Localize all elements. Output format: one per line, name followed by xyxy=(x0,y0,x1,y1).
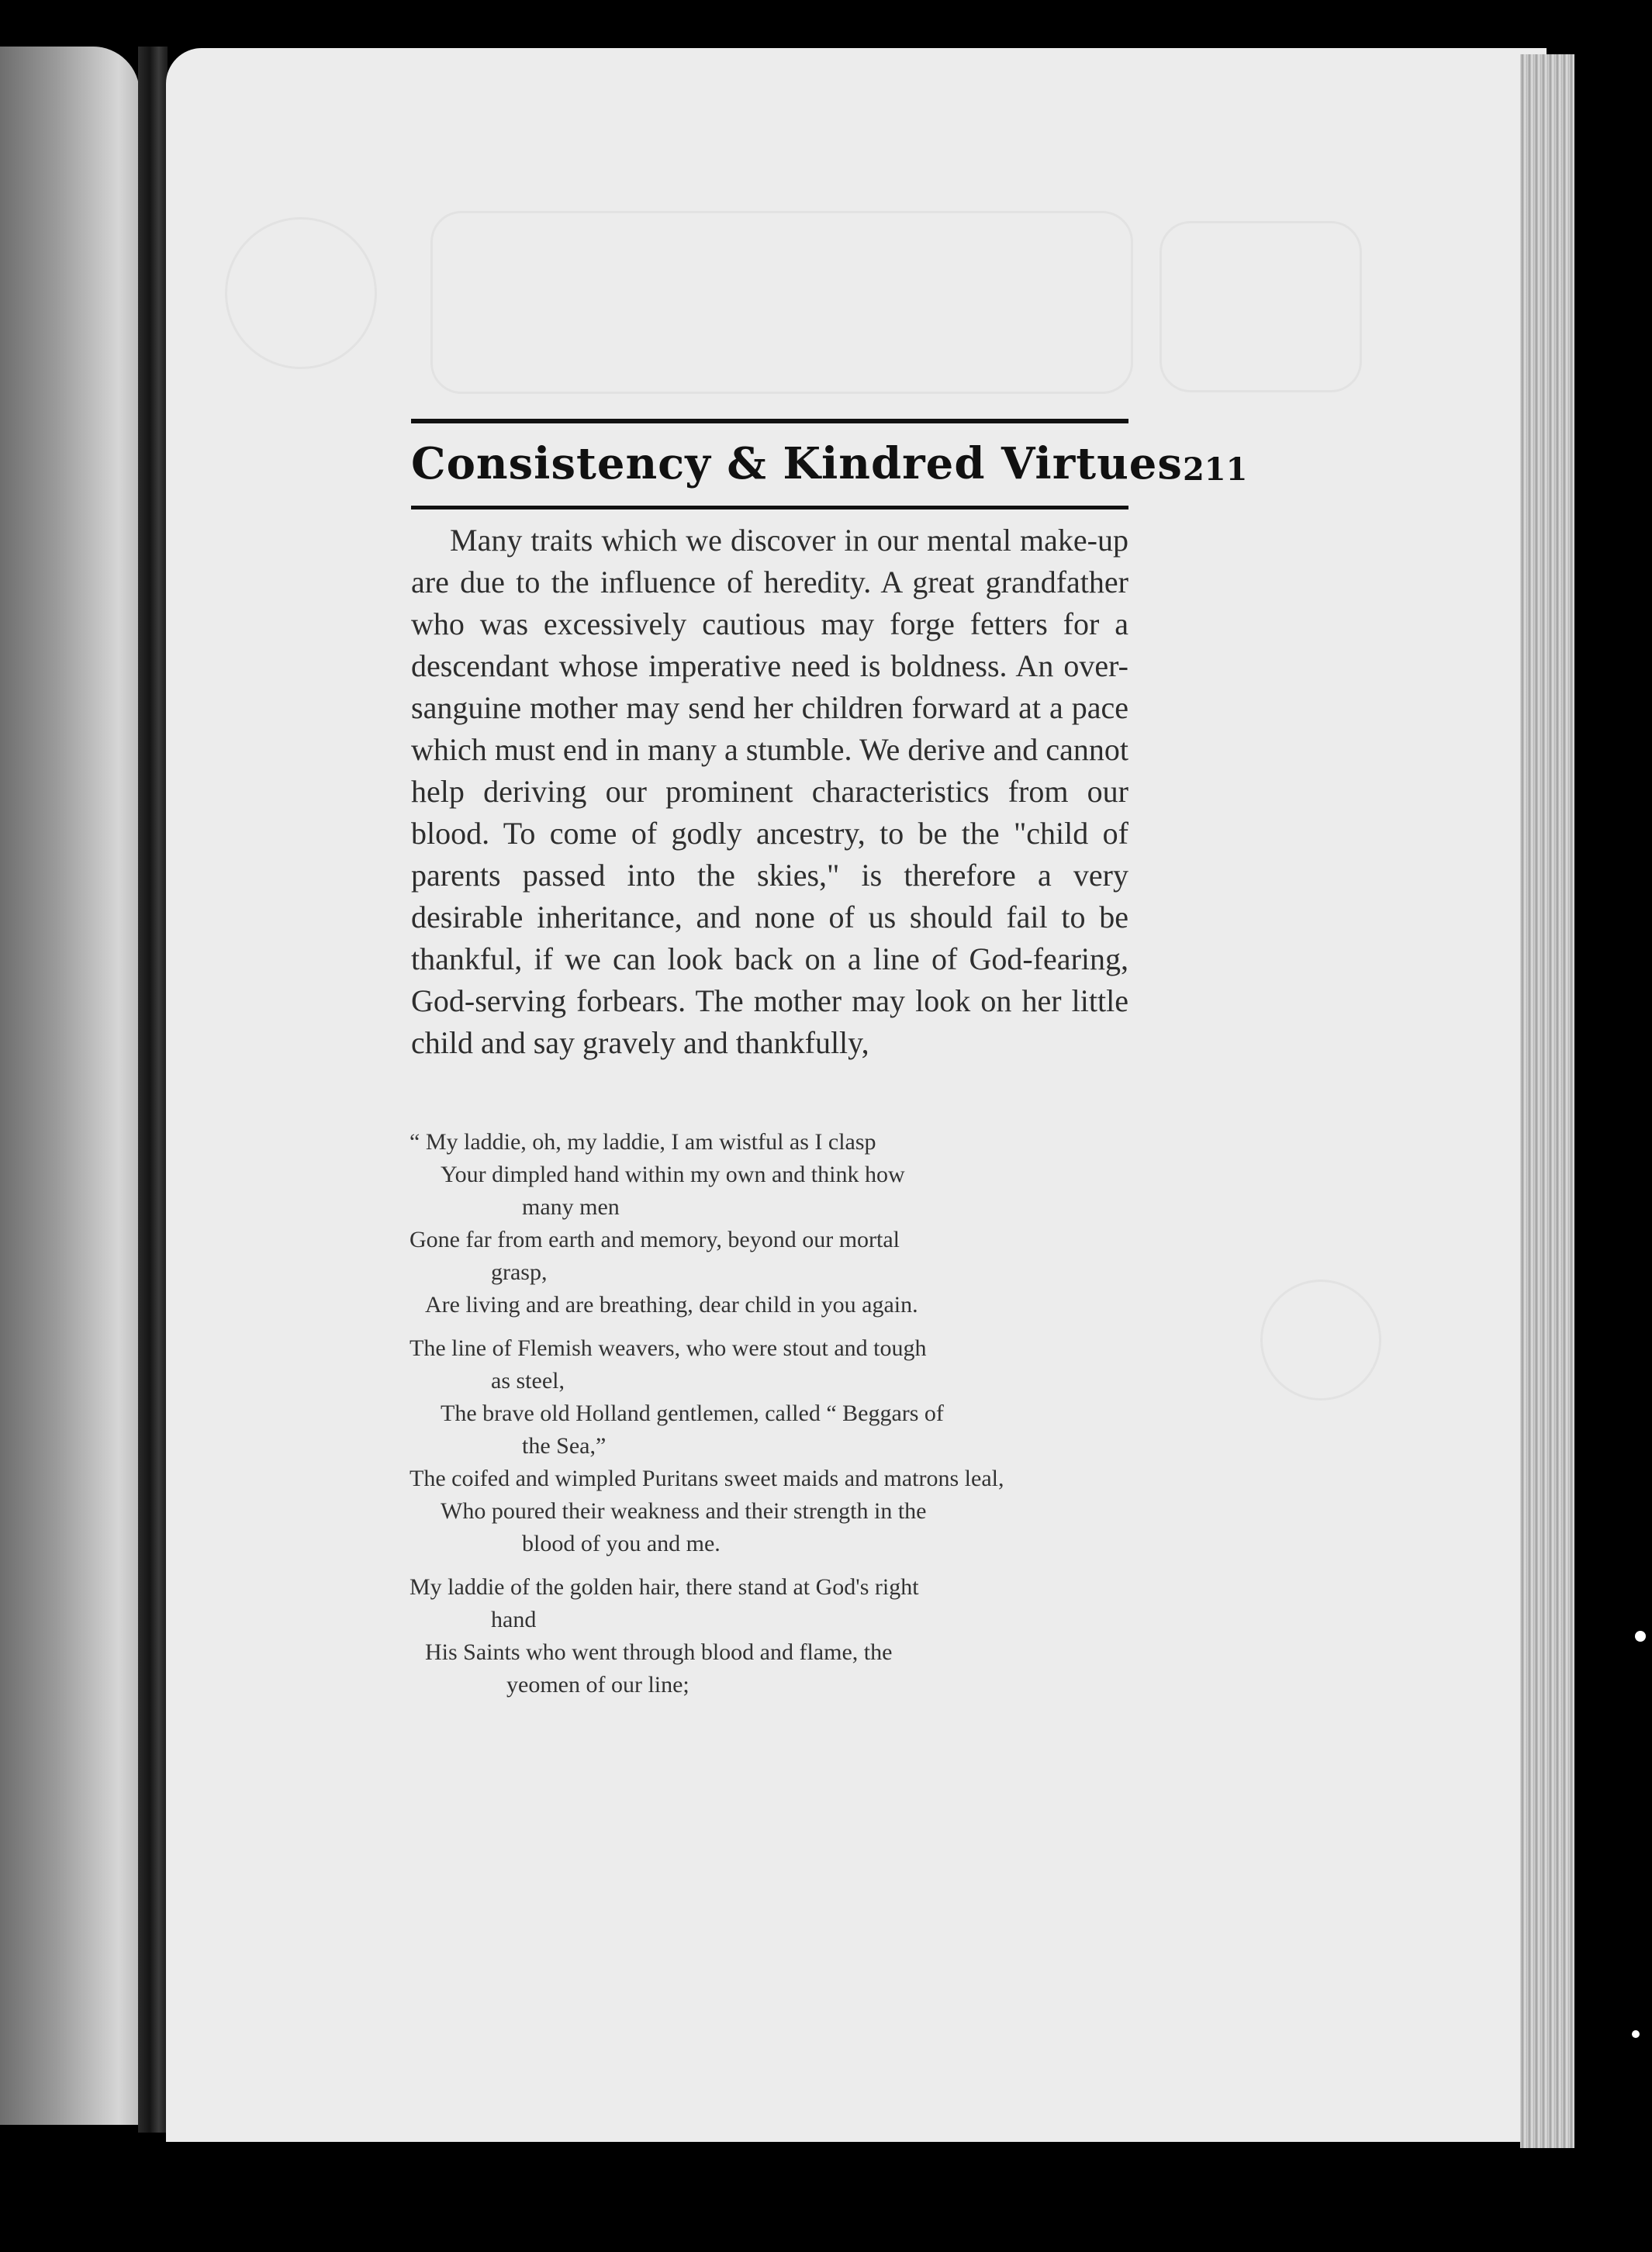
show-through-ornament xyxy=(225,217,377,369)
poem-line: The coifed and wimpled Puritans sweet maids and matrons leal, xyxy=(410,1466,1004,1491)
book-gutter xyxy=(138,47,168,2133)
header-rule-top xyxy=(411,419,1128,423)
header-rule-bottom xyxy=(411,506,1128,509)
poem-line: His Saints who went through blood and flame, the yeomen of our line; xyxy=(425,1639,893,1698)
show-through-flower xyxy=(1260,1280,1381,1401)
poem-line: Your dimpled hand within my own and think how many men xyxy=(441,1162,905,1220)
poem-line: “ My laddie, oh, my laddie, I am wistful as I clasp xyxy=(410,1129,876,1155)
scan-artifact-dot xyxy=(1632,2030,1640,2038)
poem-stanza xyxy=(410,1332,1131,1560)
poem-line: The brave old Holland gentlemen, called “ Beggars of the Sea,” xyxy=(441,1401,944,1459)
body-paragraph: Many traits which we discover in our mental make-up are due to the influence of heredity. A great grandfather who was excessively cautious may forge fetters for a descendant whose imperative need is boldness. An over-sanguine mother may send her children forward at a pace which must end in many a stumble. We derive and cannot help deriving our prominent characteristics from our blood. To come of godly ancestry, to be the "child of parents passed into the skies," is therefore a very desirable inheritance, and none of us should fail to be thankful, if we can look back on a line of God-fearing, God-serving forbears. The mother may look on her little child and say gravely and thankfully, xyxy=(411,523,1128,1060)
running-title: Consistency & Kindred Virtues xyxy=(411,438,1183,489)
poem-line: Are living and are breathing, dear child in you again. xyxy=(425,1292,918,1318)
poem-line: My laddie of the golden hair, there stand at God's right hand xyxy=(410,1574,919,1632)
poem-line: Who poured their weakness and their strength in the blood of you and me. xyxy=(441,1498,927,1556)
show-through-frame xyxy=(1160,221,1362,392)
poem-stanza xyxy=(410,1571,1131,1701)
poem-line: The line of Flemish weavers, who were stout and tough as steel, xyxy=(410,1335,927,1394)
poem-stanza xyxy=(410,1126,1131,1321)
running-head xyxy=(411,425,1248,503)
poem xyxy=(410,1126,1131,1701)
facing-page xyxy=(0,47,140,2125)
poem-line: Gone far from earth and memory, beyond our mortal grasp, xyxy=(410,1227,900,1285)
page-number: 211 xyxy=(1182,451,1248,488)
show-through-frame xyxy=(430,211,1133,394)
scan-artifact-dot xyxy=(1635,1631,1646,1642)
page-edges xyxy=(1520,54,1574,2148)
